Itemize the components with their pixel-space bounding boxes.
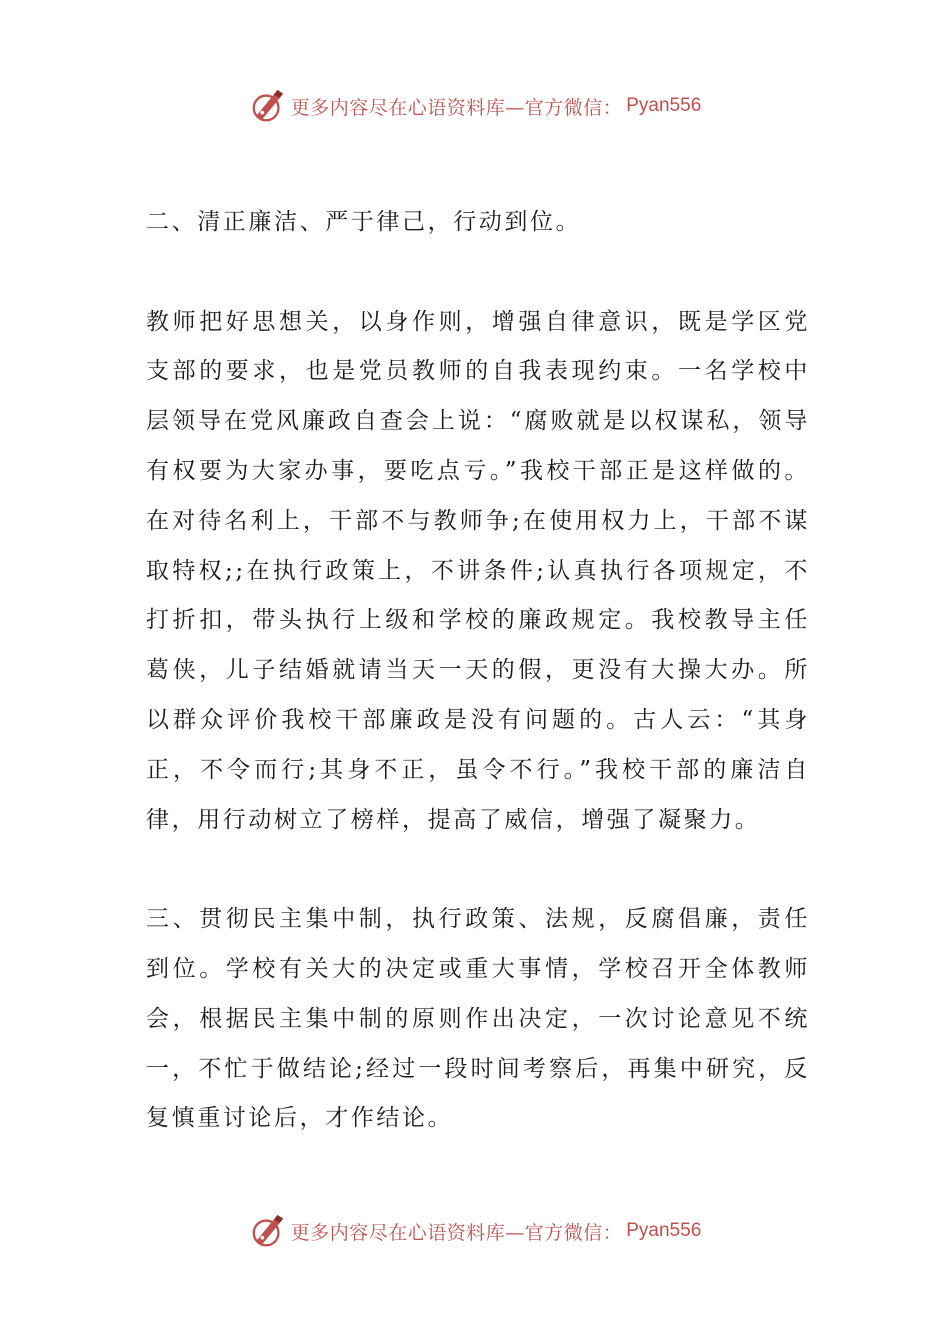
pen-nib-icon [249,87,287,125]
banner-text: 更多内容尽在心语资料库—官方微信： [290,96,623,119]
paragraph-heading-2: 二、清正廉洁、严于律己，行动到位。 [146,209,582,235]
footer-banner [0,1209,950,1253]
paragraph-heading-3: 三、贯彻民主集中制，执行政策、法规，反腐倡廉，责任到位。学校有关大的决定或重大事情，学校召开全体教师会，根据民主集中制的原则作出决定，一次讨论意见不统一，不忙于做结论;经过一段时间考察后，再集中研究，反复慎重讨论后，才作结论。 [146,906,810,1132]
header-banner [0,84,950,128]
paragraph-body: 教师把好思想关，以身作则，增强自律意识，既是学区党支部的要求，也是党员教师的自我表现约束。一名学校中层领导在党风廉政自查会上说：“腐败就是以权谋私，领导有权要为大家办事，要吃点亏。”我校干部正是这样做的。在对待名利上，干部不与教师争;在使用权力上，干部不谋取特权;;在执行政策上，不讲条件;认真执行各项规定，不打折扣，带头执行上级和学校的廉政规定。我校教导主任葛侠，儿子结婚就请当天一天的假，更没有大操大办。所以群众评价我校干部廉政是没有问题的。古人云：“其身正，不令而行;其身不正，虽令不行。”我校干部的廉洁自律，用行动树立了榜样，提高了威信，增强了凝聚力。 [146,308,810,833]
wechat-id: Pyan556 [626,1220,702,1241]
banner-text: 更多内容尽在心语资料库—官方微信： [290,1221,623,1244]
wechat-id: Pyan556 [626,95,702,116]
pen-nib-icon [249,1212,287,1250]
document-body [146,198,810,1144]
